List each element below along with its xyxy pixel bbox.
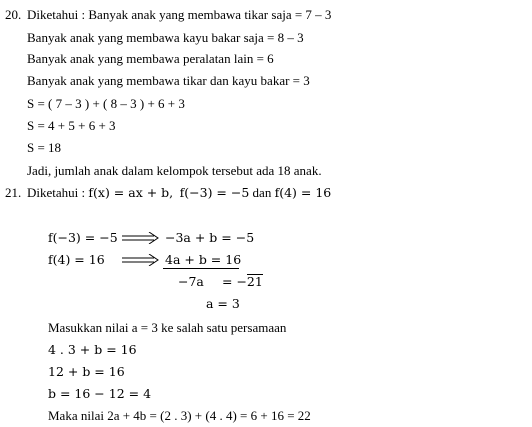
equation-1-left: f(−3) = −5 — [48, 230, 118, 245]
problem-20-sum-values: S = 4 + 5 + 6 + 3 — [27, 118, 116, 133]
problem-21-number: 21. — [5, 185, 22, 200]
problem-20-given: Diketahui : Banyak anak yang membawa tikar saja = 7 – 3 — [27, 7, 332, 22]
problem-20-line-tikar-kayu: Banyak anak yang membawa tikar dan kayu bakar = 3 — [27, 73, 310, 88]
problem-20-sum-result: S = 18 — [27, 140, 62, 155]
given-conjunction: dan — [249, 185, 275, 200]
problem-20-sum-expression: S = ( 7 – 3 ) + ( 8 – 3 ) + 6 + 3 — [27, 96, 185, 111]
subtraction-right: 21 — [246, 274, 263, 289]
subtraction-rule — [163, 268, 239, 269]
given-function: f(x) = ax + b, — [88, 185, 174, 200]
problem-20-number: 20. — [5, 7, 22, 22]
subtraction-equals: = − — [222, 274, 247, 289]
substitution-step-1: 4 . 3 + b = 16 — [48, 342, 137, 357]
implies-arrow-icon — [122, 254, 162, 266]
problem-21-given — [27, 185, 331, 201]
problem-20-conclusion: Jadi, jumlah anak dalam kelompok tersebut ada 18 anak. — [27, 163, 322, 178]
given-prefix: Diketahui : — [27, 185, 89, 200]
given-condition-1: f(−3) = −5 — [179, 185, 250, 200]
problem-20-line-kayu-bakar: Banyak anak yang membawa kayu bakar saja = 8 – 3 — [27, 30, 304, 45]
solution-a: a = 3 — [206, 296, 240, 311]
equation-1-right: −3a + b = −5 — [165, 230, 255, 245]
equation-2-left: f(4) = 16 — [48, 252, 105, 267]
equation-2-right: 4a + b = 16 — [165, 252, 242, 267]
problem-20-line-peralatan: Banyak anak yang membawa peralatan lain = 6 — [27, 51, 274, 66]
given-condition-2: f(4) = 16 — [274, 185, 332, 200]
subtraction-left: −7a — [178, 274, 204, 289]
subtraction-right-group — [222, 274, 263, 290]
substitution-step-3: b = 16 − 12 = 4 — [48, 386, 152, 401]
final-answer: Maka nilai 2a + 4b = (2 . 3) + (4 . 4) = 6 + 16 = 22 — [48, 408, 311, 423]
substitution-step-2: 12 + b = 16 — [48, 364, 125, 379]
implies-arrow-icon — [122, 232, 162, 244]
substitution-instruction: Masukkan nilai a = 3 ke salah satu persamaan — [48, 320, 287, 335]
